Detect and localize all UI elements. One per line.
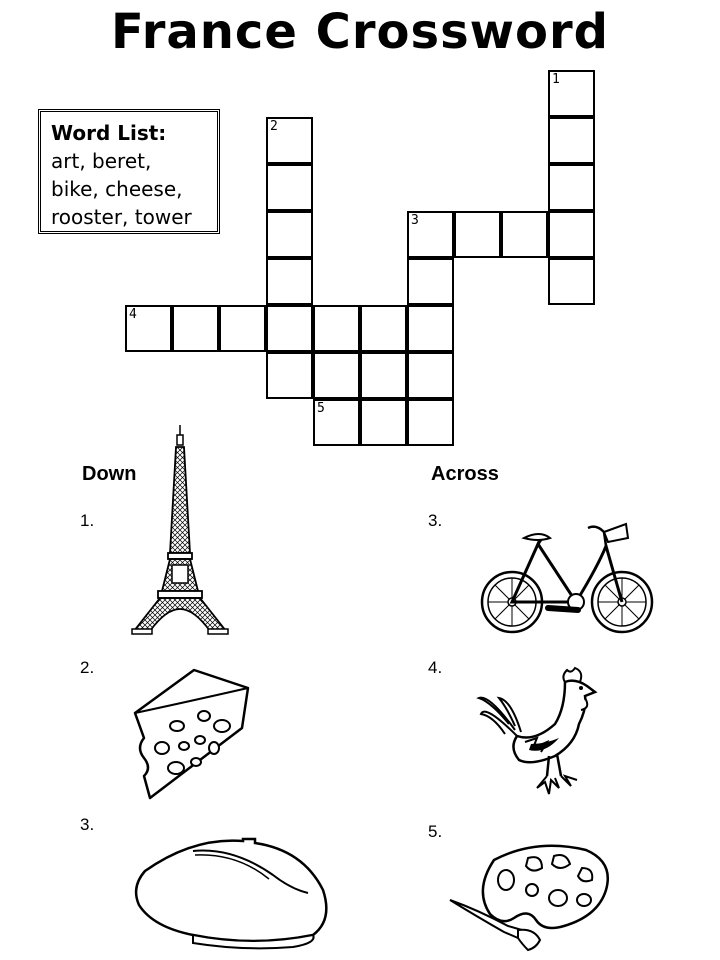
- grid-cell[interactable]: [266, 305, 313, 352]
- eiffel-tower-icon: [130, 425, 230, 637]
- grid-cell[interactable]: [501, 211, 548, 258]
- grid-cell[interactable]: [266, 258, 313, 305]
- clue-number-2: 2: [270, 119, 278, 134]
- across-clue-number: 5.: [428, 822, 443, 841]
- word-list-line: bike, cheese,: [51, 177, 183, 201]
- beret-icon: [133, 835, 333, 950]
- grid-cell[interactable]: [313, 305, 360, 352]
- clue-number-5: 5: [317, 401, 325, 416]
- grid-cell[interactable]: [266, 164, 313, 211]
- grid-cell[interactable]: [219, 305, 266, 352]
- grid-cell[interactable]: [407, 258, 454, 305]
- grid-cell[interactable]: [454, 211, 501, 258]
- grid-cell[interactable]: [407, 399, 454, 446]
- bicycle-icon: [478, 516, 656, 634]
- crossword-grid: [0, 0, 720, 460]
- grid-cell[interactable]: [548, 258, 595, 305]
- grid-cell[interactable]: [313, 352, 360, 399]
- grid-cell[interactable]: [407, 211, 454, 258]
- rooster-icon: [475, 664, 607, 802]
- word-list-line: rooster, tower: [51, 205, 192, 229]
- cheese-icon: [132, 668, 250, 800]
- across-clue-number: 4.: [428, 658, 443, 677]
- word-list-title: Word List:: [51, 121, 167, 145]
- grid-cell[interactable]: [548, 211, 595, 258]
- word-list-line: art, beret,: [51, 149, 152, 173]
- grid-cell[interactable]: [407, 305, 454, 352]
- grid-cell[interactable]: [266, 352, 313, 399]
- paint-palette-icon: [448, 840, 614, 952]
- grid-cell[interactable]: [360, 399, 407, 446]
- grid-cell[interactable]: [313, 399, 360, 446]
- across-heading: Across: [431, 463, 499, 485]
- grid-cell[interactable]: [266, 211, 313, 258]
- grid-cell[interactable]: [407, 352, 454, 399]
- clue-number-4: 4: [129, 307, 137, 322]
- down-clue-number: 2.: [80, 658, 95, 677]
- down-heading: Down: [82, 463, 137, 485]
- clue-number-1: 1: [552, 72, 560, 87]
- grid-cell[interactable]: [360, 352, 407, 399]
- down-clue-number: 1.: [80, 511, 95, 530]
- clue-number-3: 3: [411, 213, 419, 228]
- grid-cell[interactable]: [266, 117, 313, 164]
- grid-cell[interactable]: [125, 305, 172, 352]
- page-title: France Crossword: [110, 4, 610, 60]
- grid-cell[interactable]: [548, 70, 595, 117]
- grid-cell[interactable]: [548, 117, 595, 164]
- down-clue-number: 3.: [80, 815, 95, 834]
- grid-cell[interactable]: [548, 164, 595, 211]
- grid-cell[interactable]: [360, 305, 407, 352]
- grid-cell[interactable]: [172, 305, 219, 352]
- across-clue-number: 3.: [428, 511, 443, 530]
